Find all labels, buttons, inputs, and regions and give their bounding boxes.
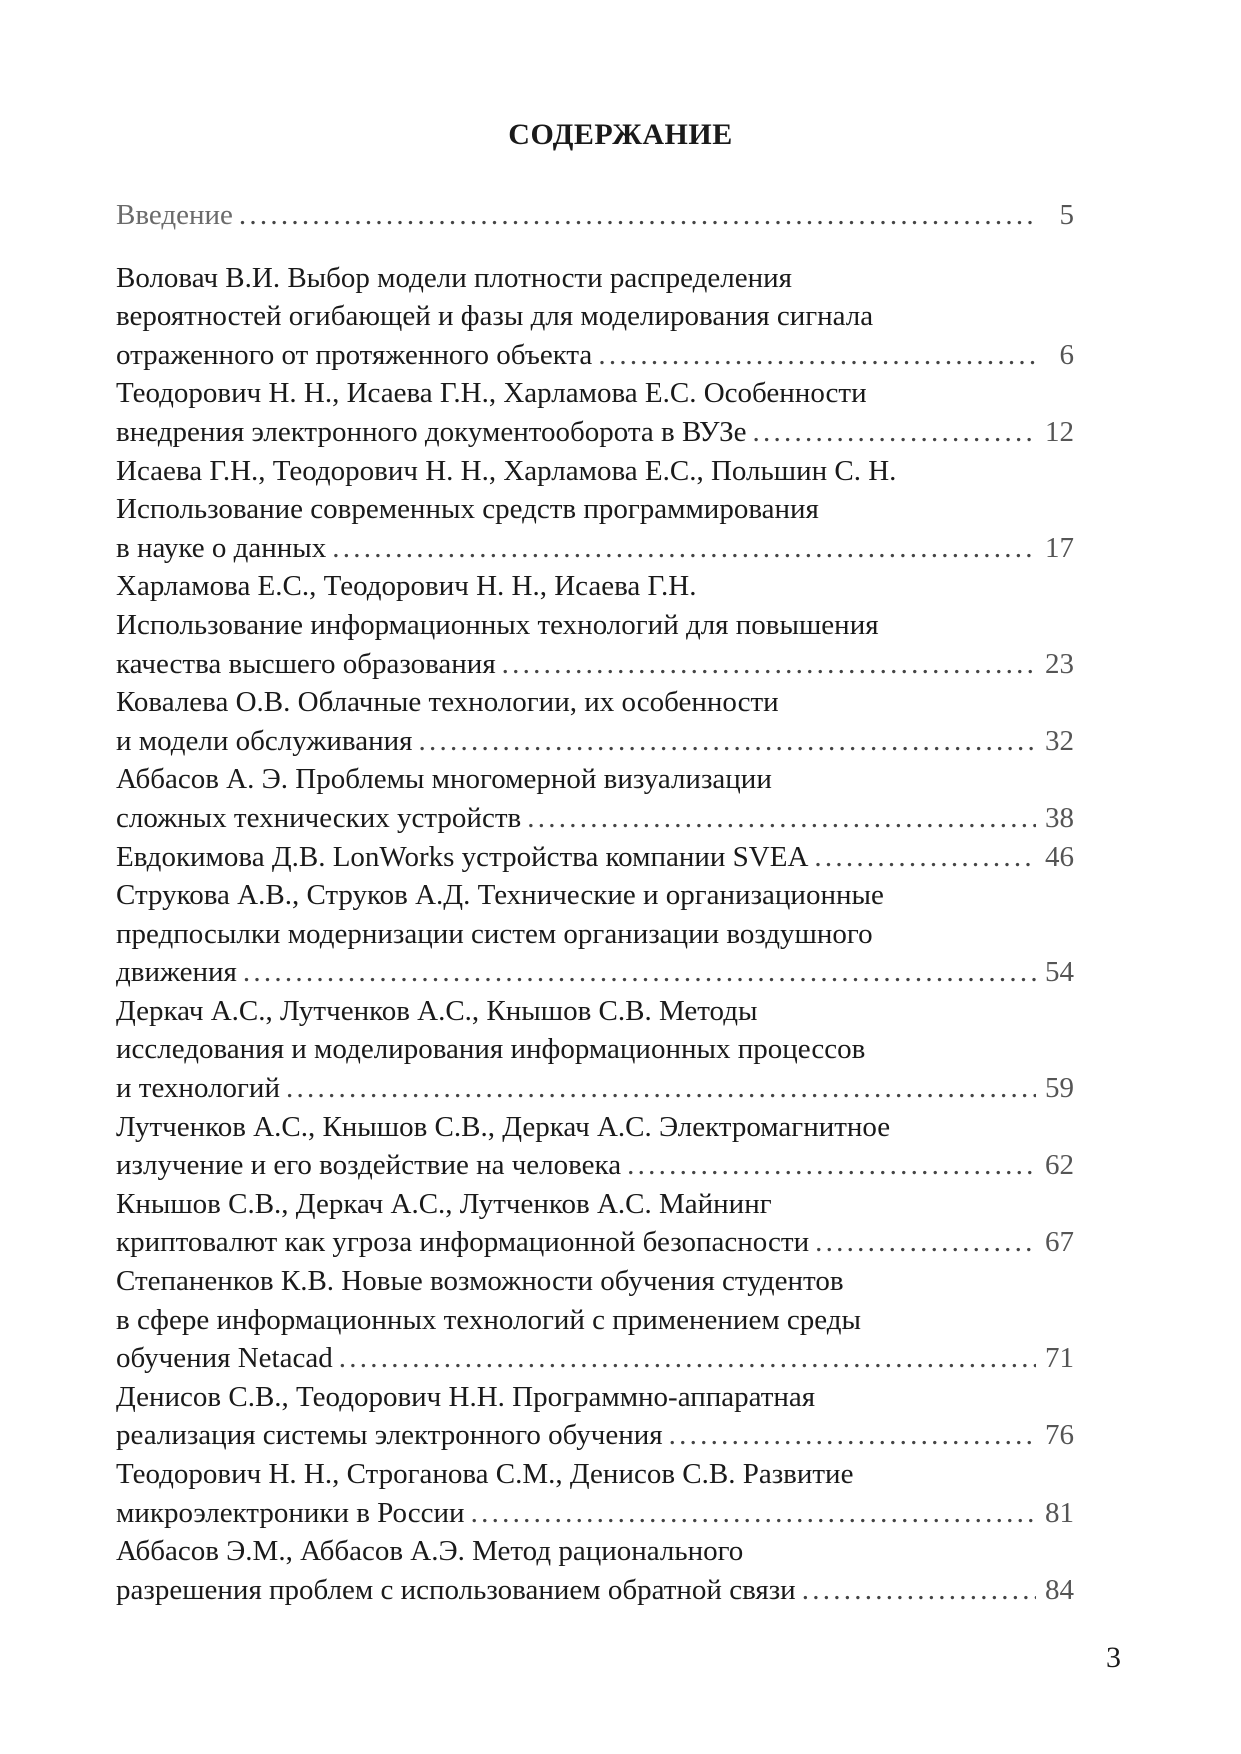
toc-entry-text: качества высшего образования	[116, 647, 496, 680]
toc-entry-line	[116, 953, 1074, 992]
toc-page-number: 76	[1045, 1419, 1074, 1452]
toc-entry-text: Исаева Г.Н., Теодорович Н. Н., Харламова Е.С., Польшин С. Н.	[116, 454, 897, 487]
toc-entry-text: и технологий	[116, 1072, 280, 1105]
toc-entry-text: Воловач В.И. Выбор модели плотности распределения	[116, 261, 792, 294]
toc-page-number: 6	[1059, 338, 1074, 371]
dot-leader	[527, 799, 1036, 838]
toc-page-number: 67	[1045, 1226, 1074, 1259]
toc-entry-text: в науке о данных	[116, 531, 327, 564]
toc-entry-line	[116, 413, 1074, 452]
page-title: СОДЕРЖАНИЕ	[508, 118, 733, 151]
toc-entry-line	[116, 1030, 1074, 1069]
toc-entry-line	[116, 1339, 1074, 1378]
toc-entry-title: Введение	[116, 199, 233, 231]
toc-entry[interactable]	[116, 1262, 1074, 1378]
toc-entry-line	[116, 915, 1074, 954]
toc-entry-text: разрешения проблем с использованием обратной связи	[116, 1573, 796, 1606]
toc-entry-text: отраженного от протяженного объекта	[116, 338, 593, 371]
toc-entry[interactable]	[116, 838, 1074, 877]
toc-entry-text: Евдокимова Д.В. LonWorks устройства компании SVEA	[116, 840, 809, 873]
toc-entry-line	[116, 259, 1074, 298]
dot-leader	[815, 1223, 1036, 1262]
dot-leader	[239, 196, 1036, 235]
toc-entry-line	[116, 336, 1074, 375]
toc-page-number: 71	[1045, 1342, 1074, 1375]
toc-entry-line	[116, 1416, 1074, 1455]
dot-leader	[332, 529, 1036, 568]
toc-entry-text: Степаненков К.В. Новые возможности обучения студентов	[116, 1265, 844, 1298]
toc-entry-text: криптовалют как угроза информационной безопасности	[116, 1226, 810, 1259]
toc-entry-line	[116, 1532, 1074, 1571]
toc-entry-text: Струкова А.В., Струков А.Д. Технические и организационные	[116, 879, 884, 912]
toc-entry-text: исследования и моделирования информационных процессов	[116, 1033, 866, 1066]
dot-leader	[419, 722, 1037, 761]
toc-entry-text: Лутченков А.С., Кнышов С.В., Деркач А.С. Электромагнитное	[116, 1110, 891, 1143]
toc-entry-text: сложных технических устройств	[116, 801, 522, 834]
toc-page-number: 12	[1045, 415, 1074, 448]
toc-page-number: 81	[1045, 1496, 1074, 1529]
dot-leader	[286, 1069, 1036, 1108]
toc-entry-text: Аббасов А. Э. Проблемы многомерной визуализации	[116, 763, 772, 796]
toc-entry-text: микроэлектроники в России	[116, 1496, 465, 1529]
toc-entry[interactable]	[116, 876, 1074, 992]
toc-entry[interactable]	[116, 1108, 1074, 1185]
toc-entry-line	[116, 722, 1074, 761]
toc-page-number: 32	[1045, 724, 1074, 757]
toc-entry-text: и модели обслуживания	[116, 724, 413, 757]
toc-entry[interactable]	[116, 760, 1074, 837]
dot-leader	[502, 645, 1036, 684]
toc-entry-line	[116, 1262, 1074, 1301]
toc-entry-text: Ковалева О.В. Облачные технологии, их особенности	[116, 686, 779, 719]
toc-page-number: 46	[1045, 840, 1074, 873]
toc-entry-line	[116, 1146, 1074, 1185]
toc-entry[interactable]	[116, 374, 1074, 451]
toc-entry-text: Теодорович Н. Н., Исаева Г.Н., Харламова Е.С. Особенности	[116, 377, 867, 410]
toc-page-number: 5	[1059, 199, 1074, 231]
toc-page-number: 62	[1045, 1149, 1074, 1182]
toc-entry-line	[116, 1069, 1074, 1108]
toc-entry-line	[116, 196, 1074, 235]
dot-leader	[243, 953, 1036, 992]
toc-entry-text: Харламова Е.С., Теодорович Н. Н., Исаева Г.Н.	[116, 570, 697, 603]
toc-page-number: 17	[1045, 531, 1074, 564]
toc-entry-line	[116, 760, 1074, 799]
dot-leader	[598, 336, 1036, 375]
dot-leader	[814, 838, 1036, 877]
toc-entry-line	[116, 297, 1074, 336]
toc-page-number: 59	[1045, 1072, 1074, 1105]
toc-entry-text: внедрения электронного документооборота в ВУЗе	[116, 415, 747, 448]
toc-entry-text: Теодорович Н. Н., Строганова С.М., Денисов С.В. Развитие	[116, 1458, 854, 1490]
toc-entry-line	[116, 1571, 1074, 1610]
toc-page-number: 23	[1045, 647, 1074, 680]
toc-entry-line	[116, 567, 1074, 606]
toc-entry-introduction[interactable]	[116, 196, 1074, 235]
toc-entry-text: Денисов С.В., Теодорович Н.Н. Программно-аппаратная	[116, 1380, 816, 1413]
toc-entry-line	[116, 374, 1074, 413]
toc-entry-line	[116, 1223, 1074, 1262]
toc-entry-line	[116, 1494, 1074, 1533]
toc-entry-line	[116, 876, 1074, 915]
toc-page-number: 38	[1045, 801, 1074, 834]
table-of-contents	[116, 196, 1074, 1609]
page-number: 3	[1106, 1641, 1121, 1674]
toc-entry-text: Использование современных средств программирования	[116, 493, 819, 526]
toc-entry[interactable]	[116, 567, 1074, 683]
toc-page-number: 54	[1045, 956, 1074, 989]
dot-leader	[471, 1494, 1036, 1533]
toc-entry-line	[116, 992, 1074, 1031]
toc-entry-line	[116, 1455, 1074, 1494]
toc-entry-text: вероятностей огибающей и фазы для моделирования сигнала	[116, 300, 874, 333]
dot-leader	[339, 1339, 1036, 1378]
dot-leader	[669, 1416, 1036, 1455]
toc-entry-text: в сфере информационных технологий с применением среды	[116, 1303, 862, 1336]
toc-entry-line	[116, 838, 1074, 877]
toc-entry-line	[116, 490, 1074, 529]
dot-leader	[627, 1146, 1036, 1185]
toc-entry[interactable]	[116, 992, 1074, 1108]
toc-entry-line	[116, 799, 1074, 838]
toc-page-number: 84	[1045, 1573, 1074, 1606]
toc-entry-text: излучение и его воздействие на человека	[116, 1149, 622, 1182]
toc-entry-line	[116, 1108, 1074, 1147]
toc-entry[interactable]	[116, 1378, 1074, 1455]
toc-entry-line	[116, 683, 1074, 722]
toc-entry-text: обучения Netacad	[116, 1342, 333, 1375]
toc-entry[interactable]	[116, 1185, 1074, 1262]
toc-entry[interactable]	[116, 1532, 1074, 1609]
toc-entry-line	[116, 529, 1074, 568]
toc-entry-text: Аббасов Э.М., Аббасов А.Э. Метод рационального	[116, 1535, 744, 1568]
toc-entry-text: реализация системы электронного обучения	[116, 1419, 663, 1452]
toc-entry-text: Деркач А.С., Лутченков А.С., Кнышов С.В. Методы	[116, 994, 758, 1027]
toc-entry-text: Кнышов С.В., Деркач А.С., Лутченков А.С. Майнинг	[116, 1187, 772, 1220]
toc-entry-line	[116, 606, 1074, 645]
toc-entry[interactable]	[116, 1455, 1074, 1532]
toc-entry[interactable]	[116, 683, 1074, 760]
dot-leader	[802, 1571, 1036, 1610]
dot-leader	[753, 413, 1036, 452]
toc-entry-text: движения	[116, 956, 237, 989]
toc-entry-line	[116, 645, 1074, 684]
toc-entry-text: предпосылки модернизации систем организации воздушного	[116, 917, 873, 950]
toc-entry-line	[116, 1185, 1074, 1224]
toc-entry[interactable]	[116, 259, 1074, 375]
toc-entry-line	[116, 452, 1074, 491]
toc-entry-line	[116, 1301, 1074, 1340]
toc-entry-text: Использование информационных технологий для повышения	[116, 608, 879, 641]
toc-entry[interactable]	[116, 452, 1074, 568]
toc-entry-line	[116, 1378, 1074, 1417]
